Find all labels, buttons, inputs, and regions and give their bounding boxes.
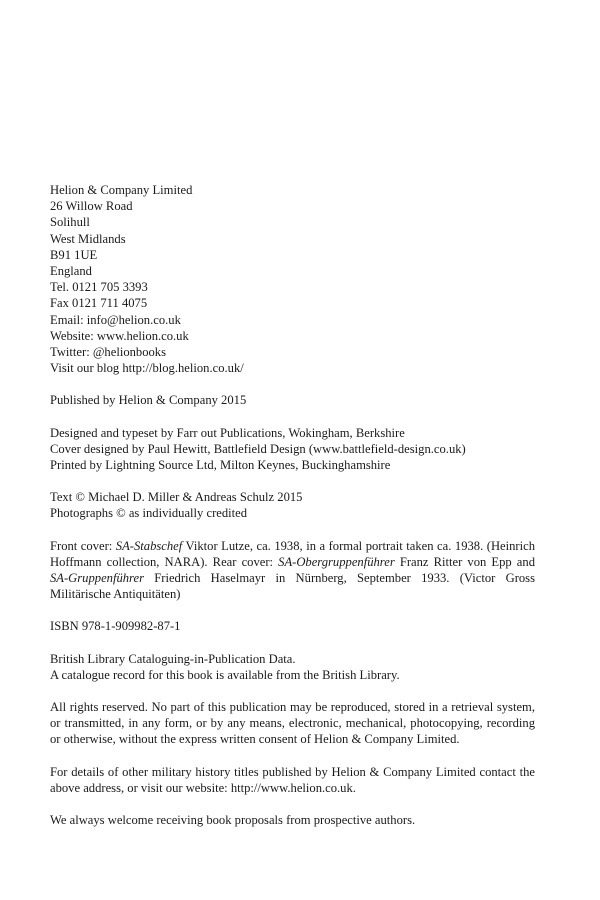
proposals-notice (50, 812, 535, 828)
fax-line: Fax 0121 711 4075 (50, 296, 148, 311)
proposals-text: We always welcome receiving book proposals from prospective authors. (50, 813, 416, 828)
photo-copyright: Photographs © as individually credited (50, 506, 248, 521)
publisher-address (50, 182, 535, 376)
printer-credit: Printed by Lightning Source Ltd, Milton Keynes, Buckinghamshire (50, 458, 391, 473)
copyright-page (50, 182, 535, 828)
published-by (50, 392, 535, 408)
rights-notice: All rights reserved. No part of this publication may be reproduced, stored in a retrieval system, or transmitted, in any form, or by any means, electronic, mechanical, photocopying, recording or otherwise, without the express written consent of Helion & Company Limited. (50, 700, 535, 747)
cover-credits (50, 538, 535, 603)
design-credits (50, 425, 535, 474)
typeset-credit: Designed and typeset by Farr out Publications, Wokingham, Berkshire (50, 425, 405, 440)
cover-design-credit: Cover designed by Paul Hewitt, Battlefield Design (www.battlefield-design.co.uk) (50, 441, 466, 456)
address-line: B91 1UE (50, 247, 98, 262)
rear-cover-title-1: SA-Obergruppenführer (278, 554, 395, 569)
cip-line-1: British Library Cataloguing-in-Publication Data. (50, 651, 296, 666)
cip-line-2: A catalogue record for this book is available from the British Library. (50, 667, 400, 682)
twitter-line: Twitter: @helionbooks (50, 345, 166, 360)
address-line: 26 Willow Road (50, 199, 133, 214)
telephone-line: Tel. 0121 705 3393 (50, 280, 148, 295)
front-cover-title: SA-Stabschef (115, 538, 183, 553)
isbn-text: ISBN 978-1-909982-87-1 (50, 619, 181, 634)
front-cover-text: Viktor Lutze, ca. 1938, in a formal portrait taken ca. 1938. (Heinrich Hoffmann collection, NARA). Rear cover: (50, 538, 535, 569)
website-line: Website: www.helion.co.uk (50, 328, 189, 343)
email-line: Email: info@helion.co.uk (50, 312, 181, 327)
blog-line: Visit our blog http://blog.helion.co.uk/ (50, 361, 244, 376)
rear-cover-text: Franz Ritter von Epp and (394, 554, 535, 569)
published-by-text: Published by Helion & Company 2015 (50, 393, 247, 408)
copyright-notice (50, 489, 535, 521)
text-copyright: Text © Michael D. Miller & Andreas Schulz 2015 (50, 490, 303, 505)
details-notice: For details of other military history titles published by Helion & Company Limited contact the above address, or visit our website: http://www.helion.co.uk. (50, 764, 535, 795)
isbn (50, 618, 535, 634)
front-cover-label: Front cover: (50, 538, 116, 553)
address-line: West Midlands (50, 231, 126, 246)
cip-data (50, 651, 535, 683)
address-line: Solihull (50, 215, 90, 230)
address-line: Helion & Company Limited (50, 183, 193, 197)
rear-cover-text-end: Friedrich Haselmayr in Nürnberg, September 1933. (Victor Gross Militärische Antiquitäten) (50, 571, 535, 602)
address-line: England (50, 264, 92, 279)
rear-cover-title-2: SA-Gruppenführer (50, 571, 144, 586)
